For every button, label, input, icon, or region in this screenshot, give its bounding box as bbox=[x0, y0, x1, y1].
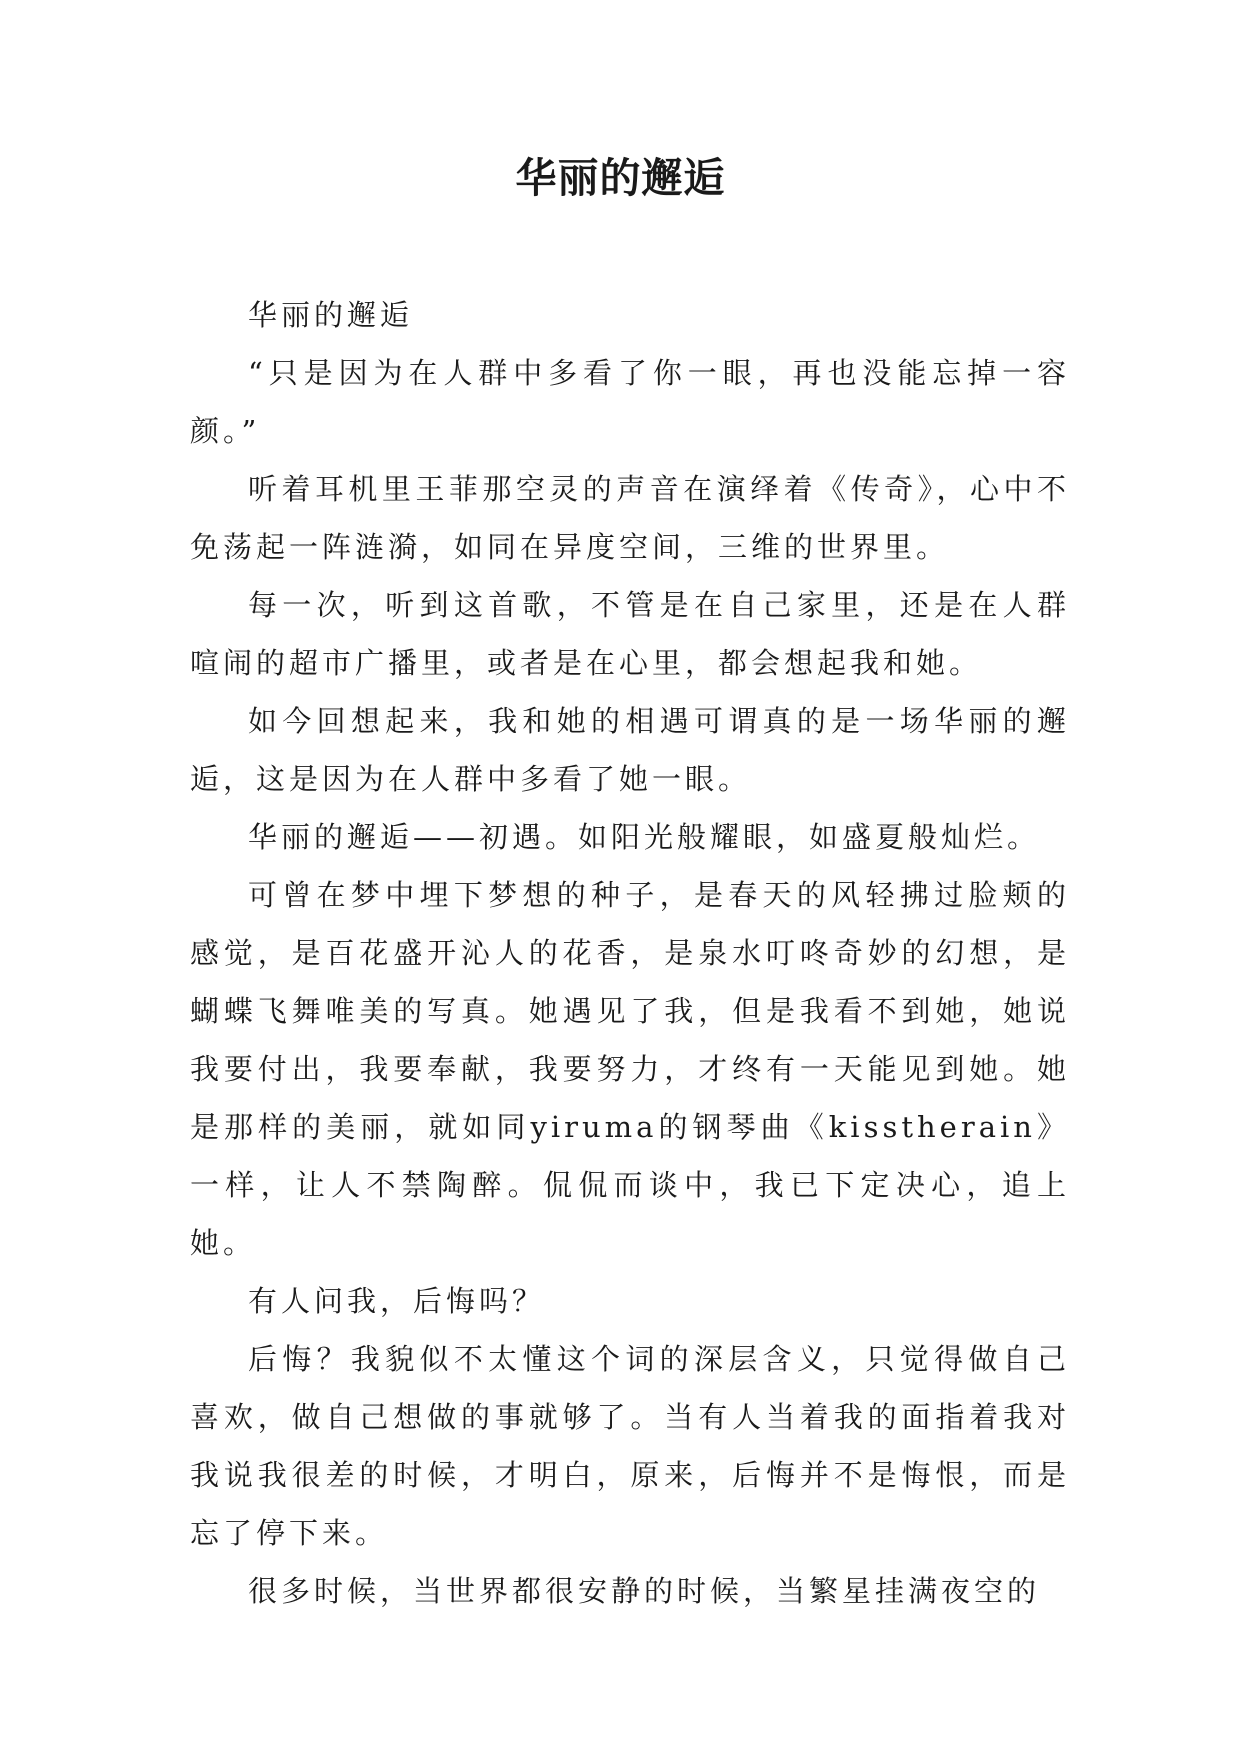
paragraph: 如今回想起来，我和她的相遇可谓真的是一场华丽的邂逅，这是因为在人群中多看了她一眼。 bbox=[190, 704, 1070, 796]
paragraph: 听着耳机里王菲那空灵的声音在演绎着《传奇》，心中不免荡起一阵涟漪，如同在异度空间，三维的世界里。 bbox=[190, 472, 1070, 564]
paragraph: “只是因为在人群中多看了你一眼，再也没能忘掉一容颜。” bbox=[190, 356, 1070, 448]
paragraph: 很多时候，当世界都很安静的时候，当繁星挂满夜空的 bbox=[248, 1574, 1041, 1608]
paragraph: 有人问我，后悔吗？ bbox=[248, 1284, 546, 1318]
paragraph: 每一次，听到这首歌，不管是在自己家里，还是在人群喧闹的超市广播里，或者是在心里，都会想起我和她。 bbox=[190, 588, 1070, 680]
paragraph: 华丽的邂逅——初遇。如阳光般耀眼，如盛夏般灿烂。 bbox=[248, 820, 1041, 854]
paragraph: 后悔？我貌似不太懂这个词的深层含义，只觉得做自己喜欢，做自己想做的事就够了。当有人当着我的面指着我对我说我很差的时候，才明白，原来，后悔并不是悔恨，而是忘了停下来。 bbox=[190, 1342, 1070, 1550]
document-title: 华丽的邂逅 bbox=[515, 154, 726, 202]
paragraph: 可曾在梦中埋下梦想的种子，是春天的风轻拂过脸颊的感觉，是百花盛开沁人的花香，是泉水叮咚奇妙的幻想，是蝴蝶飞舞唯美的写真。她遇见了我，但是我看不到她，她说我要付出，我要奉献，我要努力，才终有一天能见到她。她是那样的美丽，就如同yiruma的钢琴曲《kisstherain》一样，让人不禁陶醉。侃侃而谈中，我已下定决心，追上她。 bbox=[190, 878, 1070, 1260]
paragraph: 华丽的邂逅 bbox=[248, 298, 414, 332]
document-body bbox=[190, 286, 1070, 1620]
